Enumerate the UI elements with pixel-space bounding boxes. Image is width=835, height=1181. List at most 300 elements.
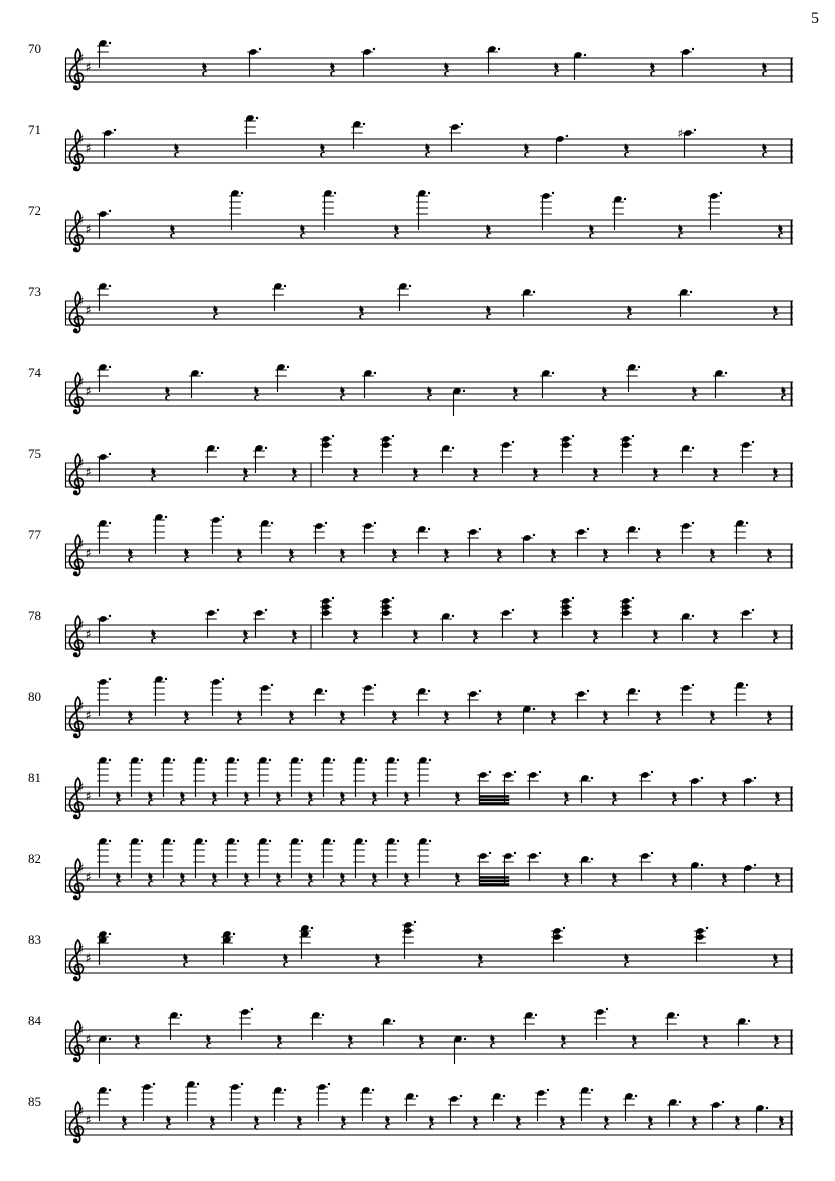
measure-number: 81 (28, 770, 41, 785)
augmentation-dot (464, 1038, 466, 1040)
note (740, 441, 754, 473)
note (689, 777, 703, 806)
measure-number: 82 (28, 851, 41, 866)
note (612, 195, 626, 230)
note (417, 837, 431, 878)
system-82 (28, 837, 793, 900)
augmentation-dot (416, 1095, 418, 1097)
measure-number: 75 (28, 446, 41, 461)
note (272, 1086, 286, 1121)
augmentation-dot (109, 933, 111, 935)
augmentation-dot (205, 840, 207, 842)
augmentation-dot (237, 759, 239, 761)
augmentation-dot (271, 522, 273, 524)
augmentation-dot (624, 198, 626, 200)
augmentation-dot (409, 285, 411, 287)
augmentation-dot (635, 1095, 637, 1097)
treble-clef-ball (73, 895, 78, 900)
augmentation-dot (397, 840, 399, 842)
augmentation-dot (414, 921, 416, 923)
key-signature-sharp: ♯ (78, 213, 85, 229)
augmentation-dot (452, 615, 454, 617)
augmentation-dot (374, 372, 376, 374)
tremolo-beam (479, 795, 509, 798)
chord (380, 597, 394, 638)
key-signature-sharp: ♯ (85, 303, 92, 319)
augmentation-dot (259, 48, 261, 50)
augmentation-dot (428, 192, 430, 194)
augmentation-dot (638, 690, 640, 692)
augmentation-dot (222, 516, 224, 518)
augmentation-dot (563, 927, 565, 929)
note (97, 837, 111, 878)
key-signature-sharp: ♯ (85, 951, 92, 967)
augmentation-dot (591, 858, 593, 860)
treble-clef-ball (73, 1057, 78, 1062)
augmentation-dot (692, 48, 694, 50)
note (129, 756, 143, 797)
augmentation-dot (180, 1014, 182, 1016)
augmentation-dot (706, 927, 708, 929)
system-83 (28, 921, 793, 981)
note (193, 837, 207, 878)
augmentation-dot (766, 1107, 768, 1109)
tremolo-group (477, 852, 516, 886)
chord (560, 435, 574, 473)
augmentation-dot (533, 534, 535, 536)
augmentation-dot (725, 372, 727, 374)
augmentation-dot (311, 927, 313, 929)
augmentation-dot (754, 864, 756, 866)
note (639, 852, 653, 881)
augmentation-dot (692, 522, 694, 524)
augmentation-dot (333, 840, 335, 842)
note (385, 756, 399, 797)
augmentation-dot (363, 123, 365, 125)
note (259, 519, 273, 554)
augmentation-dot (552, 372, 554, 374)
augmentation-dot (287, 366, 289, 368)
chord (320, 435, 334, 473)
tremolo-group (477, 771, 516, 805)
augmentation-dot (606, 1008, 608, 1010)
augmentation-dot (539, 852, 541, 854)
treble-clef-ball (73, 247, 78, 252)
chord (299, 924, 313, 959)
augmentation-dot (301, 840, 303, 842)
chord (97, 930, 111, 965)
chord (380, 435, 394, 473)
key-signature-sharp: ♯ (85, 708, 92, 724)
note (193, 756, 207, 797)
augmentation-dot (251, 1008, 253, 1010)
note (680, 48, 694, 77)
tremolo-beam (479, 883, 509, 886)
augmentation-dot (153, 1083, 155, 1085)
note (680, 522, 694, 554)
note (448, 1095, 462, 1124)
augmentation-dot (701, 864, 703, 866)
augmentation-dot (429, 840, 431, 842)
chord (694, 927, 708, 962)
augmentation-dot (748, 1020, 750, 1022)
augmentation-dot (271, 684, 273, 686)
augmentation-dot (393, 1020, 395, 1022)
note (247, 48, 261, 77)
note (734, 681, 748, 716)
key-signature-sharp: ♯ (85, 546, 92, 562)
note (97, 519, 111, 554)
treble-clef-ball (73, 733, 78, 738)
system-72 (28, 189, 793, 252)
note (361, 48, 375, 77)
note (97, 615, 111, 644)
augmentation-dot (322, 1014, 324, 1016)
augmentation-dot (535, 1014, 537, 1016)
augmentation-dot (173, 759, 175, 761)
key-signature-sharp: ♯ (85, 870, 92, 886)
augmentation-dot (334, 192, 336, 194)
key-signature-sharp: ♯ (85, 141, 92, 157)
augmentation-dot (552, 192, 554, 194)
augmentation-dot (141, 840, 143, 842)
note (239, 1008, 253, 1040)
augmentation-dot (632, 435, 634, 437)
sharp-accidental: ♯ (677, 126, 684, 141)
augmentation-dot (284, 1089, 286, 1091)
note (244, 114, 258, 149)
augmentation-dot (533, 291, 535, 293)
treble-clef-ball (73, 328, 78, 333)
augmentation-dot (638, 366, 640, 368)
augmentation-dot (269, 840, 271, 842)
augmentation-dot (692, 684, 694, 686)
treble-clef-ball (73, 490, 78, 495)
note (321, 756, 335, 797)
note (535, 1089, 549, 1121)
measure-number: 73 (28, 284, 41, 299)
augmentation-dot (109, 840, 111, 842)
key-signature-sharp: ♯ (85, 789, 92, 805)
treble-clef-ball (73, 571, 78, 576)
augmentation-dot (233, 933, 235, 935)
measure-number: 78 (28, 608, 41, 623)
augmentation-dot (109, 522, 111, 524)
augmentation-dot (328, 1083, 330, 1085)
augmentation-dot (373, 48, 375, 50)
note (452, 387, 465, 416)
augmentation-dot (256, 117, 258, 119)
note (210, 678, 224, 716)
note (97, 678, 111, 716)
augmentation-dot (692, 615, 694, 617)
measure-number: 71 (28, 122, 41, 137)
note (205, 609, 219, 638)
note (416, 189, 430, 230)
note (259, 684, 273, 716)
augmentation-dot (461, 123, 463, 125)
note (229, 1083, 243, 1121)
note (257, 756, 271, 797)
augmentation-dot (374, 684, 376, 686)
note (229, 189, 243, 230)
note (153, 675, 167, 716)
note (575, 528, 589, 557)
augmentation-dot (109, 366, 111, 368)
augmentation-dot (572, 435, 574, 437)
augmentation-dot (752, 609, 754, 611)
note (540, 192, 554, 230)
note (253, 609, 267, 638)
augmentation-dot (587, 528, 589, 530)
augmentation-dot (109, 759, 111, 761)
augmentation-dot (217, 447, 219, 449)
key-signature-sharp: ♯ (85, 384, 92, 400)
augmentation-dot (372, 1089, 374, 1091)
augmentation-dot (566, 135, 568, 137)
note (360, 1086, 374, 1121)
treble-clef-ball (73, 409, 78, 414)
augmentation-dot (638, 528, 640, 530)
key-signature-sharp: ♯ (78, 942, 85, 958)
augmentation-dot (752, 441, 754, 443)
note (385, 837, 399, 878)
note (97, 453, 111, 482)
augmentation-dot (679, 1101, 681, 1103)
augmentation-dot (237, 840, 239, 842)
system-77 (28, 513, 793, 576)
augmentation-dot (429, 759, 431, 761)
key-signature-sharp: ♯ (78, 537, 85, 553)
chord (320, 597, 334, 638)
note (734, 519, 748, 554)
treble-clef-ball (73, 1138, 78, 1143)
key-signature-sharp: ♯ (85, 627, 92, 643)
augmentation-dot (205, 759, 207, 761)
augmentation-dot (109, 210, 111, 212)
key-signature-sharp: ♯ (85, 222, 92, 238)
note (521, 534, 535, 563)
note (417, 756, 431, 797)
augmentation-dot (692, 447, 694, 449)
augmentation-dot (114, 129, 116, 131)
page-number: 5 (811, 10, 819, 27)
system-81 (28, 756, 793, 819)
note (449, 123, 463, 152)
key-signature-sharp: ♯ (78, 294, 85, 310)
chord (560, 597, 574, 638)
augmentation-dot (428, 690, 430, 692)
note (313, 522, 327, 554)
augmentation-dot (498, 48, 500, 50)
note (362, 522, 376, 554)
note (527, 852, 541, 881)
augmentation-dot (479, 528, 481, 530)
note (210, 516, 224, 554)
note (98, 1035, 111, 1064)
augmentation-dot (217, 609, 219, 611)
augmentation-dot (694, 129, 696, 131)
note (467, 528, 481, 557)
augmentation-dot (460, 1095, 462, 1097)
augmentation-dot (533, 708, 535, 710)
note (362, 684, 376, 716)
note (225, 837, 239, 878)
augmentation-dot (514, 852, 516, 854)
key-signature-sharp: ♯ (85, 1032, 92, 1048)
system-71 (28, 114, 793, 171)
note (639, 771, 653, 800)
measure-number: 85 (28, 1094, 41, 1109)
augmentation-dot (651, 771, 653, 773)
key-signature-sharp: ♯ (78, 618, 85, 634)
note (710, 1101, 724, 1130)
note (321, 837, 335, 878)
key-signature-sharp: ♯ (78, 1104, 85, 1120)
augmentation-dot (489, 771, 491, 773)
augmentation-dot (591, 1089, 593, 1091)
augmentation-dot (722, 1101, 724, 1103)
note (97, 210, 111, 239)
augmentation-dot (269, 759, 271, 761)
tremolo-beam (479, 880, 509, 883)
augmentation-dot (165, 516, 167, 518)
note (102, 129, 116, 158)
augmentation-dot (265, 447, 267, 449)
augmentation-dot (503, 1095, 505, 1097)
augmentation-dot (428, 528, 430, 530)
note (322, 189, 336, 230)
system-75 (28, 435, 793, 495)
augmentation-dot (512, 441, 514, 443)
key-signature-sharp: ♯ (78, 51, 85, 67)
note (467, 690, 481, 719)
key-signature-sharp: ♯ (85, 465, 92, 481)
note (289, 756, 303, 797)
augmentation-dot (720, 192, 722, 194)
augmentation-dot (241, 1083, 243, 1085)
note (740, 609, 754, 638)
note (500, 441, 514, 473)
treble-clef-ball (73, 652, 78, 657)
augmentation-dot (452, 447, 454, 449)
tremolo-beam (479, 876, 509, 879)
augmentation-dot (512, 609, 514, 611)
augmentation-dot (365, 759, 367, 761)
augmentation-dot (109, 1089, 111, 1091)
augmentation-dot (479, 690, 481, 692)
augmentation-dot (201, 372, 203, 374)
augmentation-dot (746, 684, 748, 686)
augmentation-dot (701, 777, 703, 779)
key-signature-sharp: ♯ (78, 132, 85, 148)
measure-number: 72 (28, 203, 41, 218)
note (678, 126, 697, 158)
augmentation-dot (572, 597, 574, 599)
augmentation-dot (746, 522, 748, 524)
augmentation-dot (265, 609, 267, 611)
key-signature-sharp: ♯ (78, 456, 85, 472)
note (579, 1086, 593, 1121)
measure-number: 70 (28, 41, 41, 56)
augmentation-dot (677, 1014, 679, 1016)
system-70 (28, 39, 793, 90)
note (500, 609, 514, 638)
note (185, 1080, 199, 1121)
system-73 (28, 282, 793, 333)
augmentation-dot (325, 690, 327, 692)
note (680, 684, 694, 716)
note (153, 513, 167, 554)
augmentation-dot (539, 771, 541, 773)
augmentation-dot (173, 840, 175, 842)
note (353, 837, 367, 878)
augmentation-dot (109, 1038, 111, 1040)
note (316, 1083, 330, 1121)
augmentation-dot (333, 759, 335, 761)
treble-clef-ball (73, 85, 78, 90)
key-signature-sharp: ♯ (78, 699, 85, 715)
note (97, 1086, 111, 1121)
note (141, 1083, 155, 1121)
augmentation-dot (392, 435, 394, 437)
augmentation-dot (632, 597, 634, 599)
key-signature-sharp: ♯ (78, 861, 85, 877)
system-74 (28, 363, 793, 416)
key-signature-sharp: ♯ (78, 375, 85, 391)
augmentation-dot (397, 759, 399, 761)
augmentation-dot (365, 840, 367, 842)
chord (551, 927, 565, 962)
note (129, 837, 143, 878)
key-signature-sharp: ♯ (85, 1113, 92, 1129)
key-signature-sharp: ♯ (78, 780, 85, 796)
augmentation-dot (392, 597, 394, 599)
augmentation-dot (325, 522, 327, 524)
augmentation-dot (332, 597, 334, 599)
augmentation-dot (547, 1089, 549, 1091)
system-80 (28, 675, 793, 738)
chord (620, 435, 634, 473)
augmentation-dot (374, 522, 376, 524)
measure-number: 74 (28, 365, 41, 380)
treble-clef-ball (73, 166, 78, 171)
note (527, 771, 541, 800)
augmentation-dot (109, 453, 111, 455)
augmentation-dot (109, 42, 111, 44)
note (161, 756, 175, 797)
measure-number: 77 (28, 527, 41, 542)
note (742, 777, 756, 806)
note (257, 837, 271, 878)
system-85 (28, 1080, 793, 1143)
note (161, 837, 175, 878)
augmentation-dot (754, 777, 756, 779)
augmentation-dot (222, 678, 224, 680)
note (353, 756, 367, 797)
augmentation-dot (109, 285, 111, 287)
tremolo-beam (479, 802, 509, 805)
augmentation-dot (109, 615, 111, 617)
augmentation-dot (197, 1083, 199, 1085)
key-signature-sharp: ♯ (85, 60, 92, 76)
augmentation-dot (109, 678, 111, 680)
key-signature-sharp: ♯ (78, 1023, 85, 1039)
note (575, 690, 589, 719)
augmentation-dot (584, 54, 586, 56)
note (97, 756, 111, 797)
treble-clef-ball (73, 814, 78, 819)
